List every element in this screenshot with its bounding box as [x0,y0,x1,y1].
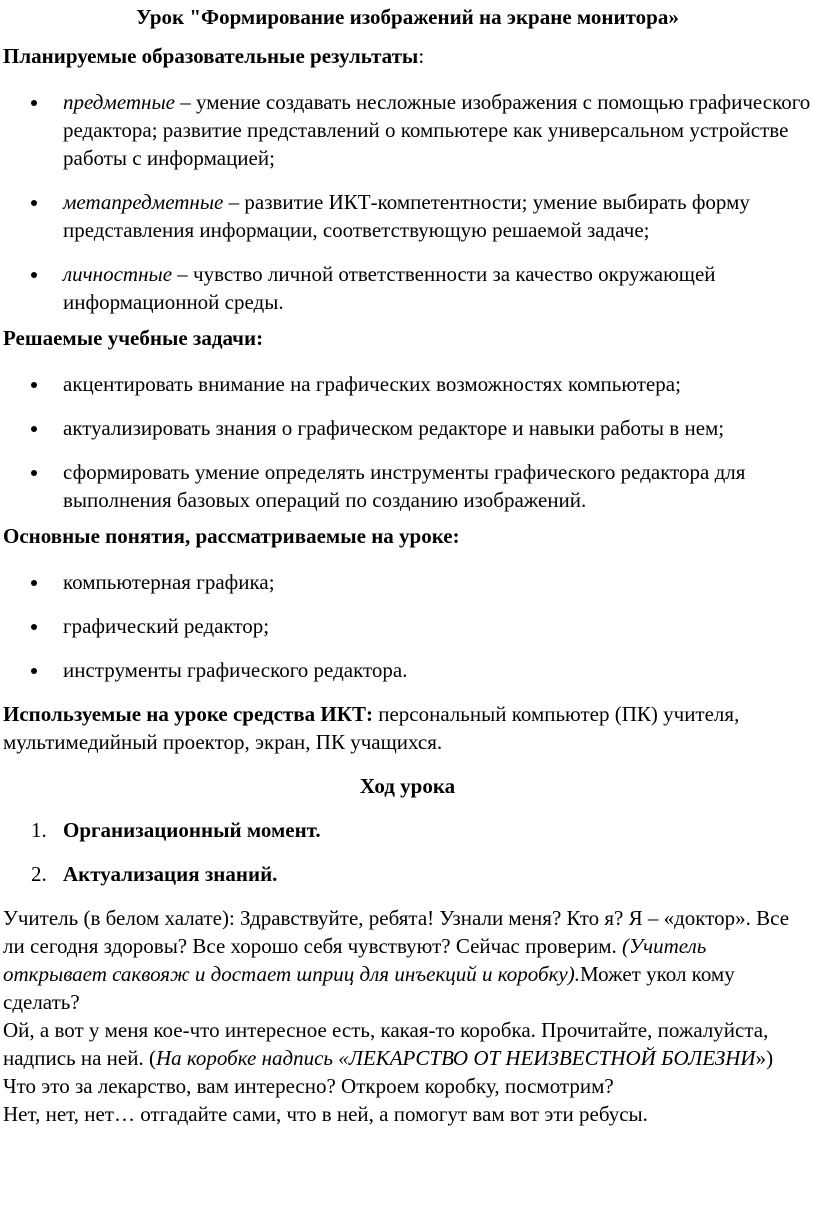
list-item [3,88,812,172]
lesson-heading: Ход урока [359,774,456,798]
concepts-heading: Основные понятия, рассматриваемые на уроке: [3,524,460,548]
list-item [3,414,812,442]
ikt-text: персональный компьютер (ПК) учителя, мультимедийный проектор, экран, ПК учащихся. [3,702,740,754]
list-item [3,370,812,398]
bullet-icon [31,426,37,432]
item-text: – умение создавать несложные изображения с помощью графического редактора; развитие представлений о компьютере как универсальном устройстве работы с информацией; [63,90,811,170]
list-item [3,458,812,514]
list-item [3,188,812,244]
bullet-icon [31,382,37,388]
dialogue-paragraph-2 [3,1016,812,1072]
item-text: сформировать умение определять инструменты графического редактора для выполнения базовых операций по созданию изображений. [63,460,746,512]
list-item [3,568,812,596]
page-title: Урок "Формирование изображений на экране монитора» [136,5,679,29]
lesson-steps [3,816,812,888]
item-term: метапредметные [63,190,224,214]
item-text: – развитие ИКТ-компетентности; умение выбирать форму представления информации, соответствующую решаемой задаче; [63,190,750,242]
concepts-list [3,568,812,684]
bullet-icon [31,580,37,586]
lesson-step [3,860,812,888]
tasks-heading: Решаемые учебные задачи: [3,326,264,350]
dialogue-paragraph-1 [3,904,812,1016]
step-label: Организационный момент. [63,818,321,842]
lesson-step [3,816,812,844]
step-number: 1. [31,818,47,842]
item-text: инструменты графического редактора. [63,658,408,682]
list-item [3,656,812,684]
ikt-paragraph [3,700,812,756]
bullet-icon [31,272,37,278]
list-item [3,612,812,640]
dialogue-paragraph-4: Нет, нет, нет… отгадайте сами, что в ней, а помогут вам вот эти ребусы. [3,1102,648,1126]
dialogue-stage-direction: На коробке надпись «ЛЕКАРСТВО ОТ НЕИЗВЕСТНОЙ БОЛЕЗНИ [155,1046,756,1070]
bullet-icon [31,100,37,106]
dialogue-paragraph-3: Что это за лекарство, вам интересно? Откроем коробку, посмотрим? [3,1074,614,1098]
item-term: личностные [63,262,173,286]
ikt-label: Используемые на уроке средства ИКТ: [3,702,373,726]
results-heading-text: Планируемые образовательные результаты [3,44,419,68]
item-text: актуализировать знания о графическом редакторе и навыки работы в нем; [63,416,725,440]
dialogue-text: Учитель (в белом халате): Здравствуйте, ребята! Узнали меня? Кто я? Я – «доктор». Все ли сегодня здоровы? Все хорошо себя чувствуют? Сейчас проверим. [3,906,790,958]
item-text: – чувство личной ответственности за качество окружающей информационной среды. [63,262,716,314]
dialogue-text: Ой, а вот у меня кое-что интересное есть, какая-то коробка. Прочитайте, пожалуйста, надпись на ней. ( [3,1018,769,1070]
list-item [3,260,812,316]
item-text: графический редактор; [63,614,270,638]
bullet-icon [31,668,37,674]
item-text: акцентировать внимание на графических возможностях компьютера; [63,372,681,396]
results-heading-colon: : [418,44,425,68]
bullet-icon [31,470,37,476]
dialogue-text: ») [755,1046,774,1070]
item-text: компьютерная графика; [63,570,275,594]
bullet-icon [31,200,37,206]
step-number: 2. [31,862,47,886]
results-heading [3,42,812,70]
dialogue-text: Может укол кому сделать? [3,962,735,1014]
step-label: Актуализация знаний. [63,862,278,886]
bullet-icon [31,624,37,630]
item-term: предметные [63,90,175,114]
dialogue-stage-direction: (Учитель открывает саквояж и достает шприц для инъекций и коробку). [3,934,707,986]
results-list [3,88,812,316]
tasks-list [3,370,812,514]
